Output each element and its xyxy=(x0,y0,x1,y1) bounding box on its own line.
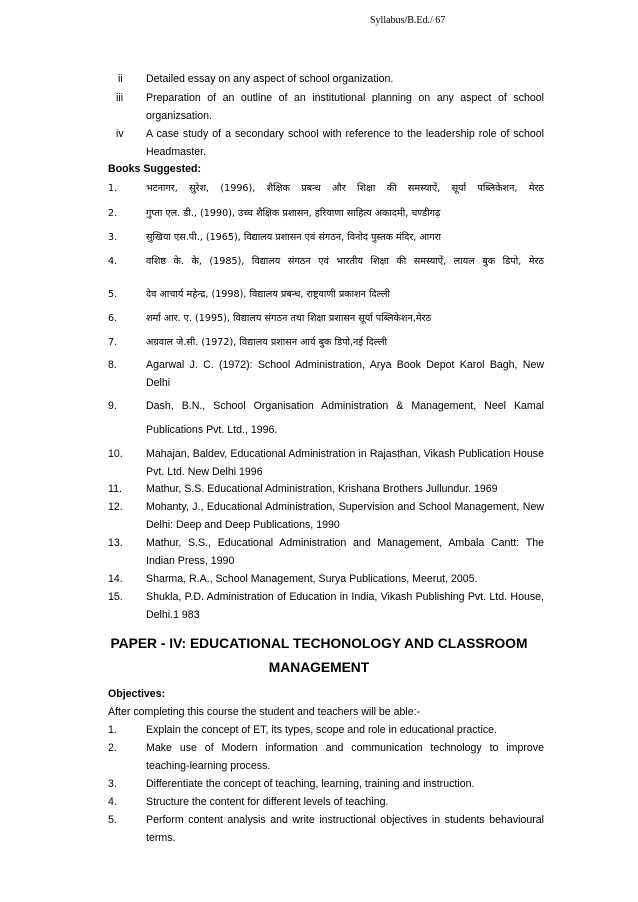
objectives-heading: Objectives: xyxy=(108,688,166,700)
item-text: organizsation. xyxy=(146,110,212,122)
item-number: iv xyxy=(116,128,124,140)
item-text: Sharma, R.A., School Management, Surya Publications, Meerut, 2005. xyxy=(146,573,478,585)
item-number: 5. xyxy=(108,289,118,300)
item-text: वशिष्ठ के. के, (1985), विद्यालय संगठन एवं भारतीय शिक्षा की समस्याऐं, लायल बुक डिपो, मेरठ xyxy=(146,256,544,267)
item-text: terms. xyxy=(146,832,176,844)
item-number: 15. xyxy=(108,591,123,603)
item-text: Explain the concept of ET, its types, scope and role in educational practice. xyxy=(146,724,497,736)
item-text: गुप्ता एल. डी., (1990), उच्च शैक्षिक प्रशासन, हरियाणा साहित्य अकादमी, चण्डीगढ़ xyxy=(146,208,441,219)
item-text: Indian Press, 1990 xyxy=(146,555,235,567)
item-text: Preparation of an outline of an institutional planning on any aspect of school xyxy=(146,92,544,104)
item-number: 3. xyxy=(108,232,118,243)
item-text: Delhi: Deep and Deep Publications, 1990 xyxy=(146,519,340,531)
item-number: 3. xyxy=(108,778,117,790)
item-number: 7. xyxy=(108,337,118,348)
item-number: iii xyxy=(116,92,124,104)
item-text: सुखिया एस.पी., (1965), विद्यालय प्रशासन एवं संगठन, विनोद पुस्तक मंदिर, आगरा xyxy=(146,232,441,243)
books-heading: Books Suggested: xyxy=(108,163,202,175)
item-number: 4. xyxy=(108,256,118,267)
item-text: भटनागर, सुरेश, (1996), शैक्षिक प्रबन्ध और शिक्षा की समस्याऐं, सूर्या पब्लिकेशन, मेरठ xyxy=(146,183,544,194)
item-text: शर्मा आर. ए. (1995), विद्यालय संगठन तथा शिक्षा प्रशासन सूर्या पब्लिकेशन,मेरठ xyxy=(146,313,432,324)
item-number: 2. xyxy=(108,208,118,219)
item-number: 10. xyxy=(108,448,123,460)
item-text: Perform content analysis and write instructional objectives in students behavioural xyxy=(146,814,544,826)
item-number: 4. xyxy=(108,796,117,808)
item-text: A case study of a secondary school with reference to the leadership role of school xyxy=(146,128,544,140)
item-number: 6. xyxy=(108,313,118,324)
item-text: Mathur, S.S., Educational Administration and Management, Ambala Cantt: The xyxy=(146,537,544,549)
item-text: Mahajan, Baldev, Educational Administration in Rajasthan, Vikash Publication House xyxy=(146,448,544,460)
item-number: ii xyxy=(118,73,123,85)
item-number: 1. xyxy=(108,724,117,736)
item-text: Agarwal J. C. (1972): School Administration, Arya Book Depot Karol Bagh, New xyxy=(146,359,544,371)
item-number: 2. xyxy=(108,742,117,754)
item-text: अग्रवाल जे.सी. (1972), विद्यालय प्रशासन आर्य बुक डिपो,नई दिल्ली xyxy=(146,337,388,348)
intro-text: After completing this course the student and teachers will be able:- xyxy=(108,706,421,718)
item-text: Delhi.1 983 xyxy=(146,609,200,621)
item-text: Shukla, P.D. Administration of Education in India, Vikash Publishing Pvt. Ltd. House, xyxy=(146,591,544,603)
item-text: Make use of Modern information and communication technology to improve xyxy=(146,742,544,754)
item-number: 11. xyxy=(108,483,122,495)
item-number: 9. xyxy=(108,400,117,412)
item-text: Mohanty, J., Educational Administration, Supervision and School Management, New xyxy=(146,501,544,513)
item-text: Dash, B.N., School Organisation Administration & Management, Neel Kamal xyxy=(146,400,544,412)
item-text: teaching-learning process. xyxy=(146,760,271,772)
item-text: देव आचार्य महेन्द्र, (1998), विद्यालय प्रबन्ध, राष्ट्रवाणी प्रकाशन दिल्ली xyxy=(146,289,390,300)
item-text: Headmaster. xyxy=(146,146,207,158)
item-text: Mathur, S.S. Educational Administration, Krishana Brothers Jullundur. 1969 xyxy=(146,483,498,495)
item-number: 14. xyxy=(108,573,123,585)
item-number: 12. xyxy=(108,501,123,513)
item-number: 8. xyxy=(108,359,117,371)
page-header: Syllabus/B.Ed./ 67 xyxy=(370,15,446,26)
item-text: Delhi xyxy=(146,377,171,389)
item-number: 13. xyxy=(108,537,123,549)
paper-title-continuation: MANAGEMENT xyxy=(268,660,370,675)
paper-title: PAPER - IV: EDUCATIONAL TECHONOLOGY AND CLASSROOM xyxy=(110,636,528,651)
item-text: Pvt. Ltd. New Delhi 1996 xyxy=(146,466,263,478)
item-number: 1. xyxy=(108,183,118,194)
item-text: Differentiate the concept of teaching, learning, training and instruction. xyxy=(146,778,475,790)
item-text: Publications Pvt. Ltd., 1996. xyxy=(146,424,278,436)
item-text: Detailed essay on any aspect of school organization. xyxy=(146,73,394,85)
item-text: Structure the content for different levels of teaching. xyxy=(146,796,389,808)
item-number: 5. xyxy=(108,814,117,826)
